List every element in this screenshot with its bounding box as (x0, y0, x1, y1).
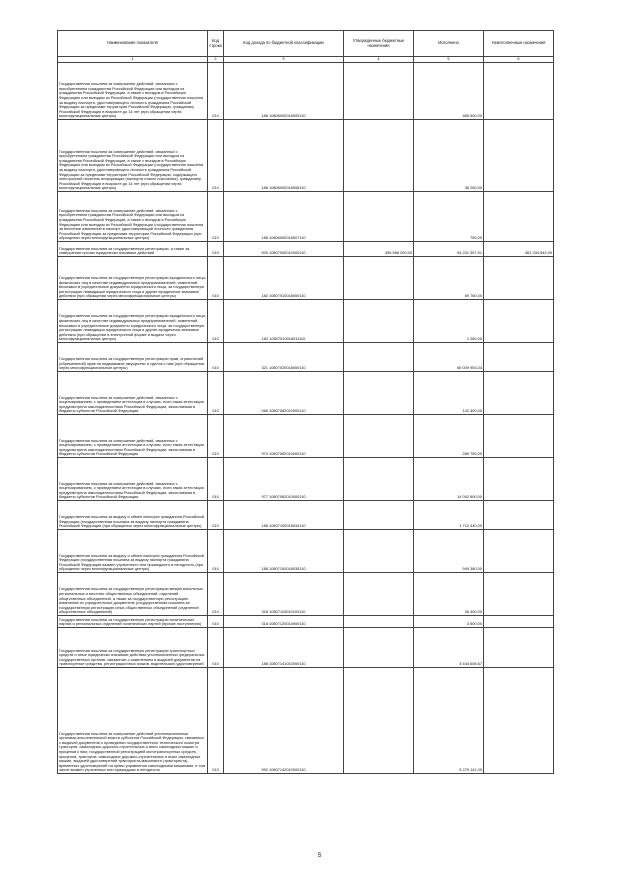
cell-unexecuted (484, 573, 554, 616)
cell-approved (344, 530, 414, 573)
budget-execution-table (57, 30, 554, 774)
cell-unexecuted (484, 120, 554, 192)
cell-code: 010 (208, 63, 224, 120)
table-row (58, 192, 554, 242)
cell-executed: 38 250,00 (414, 120, 484, 192)
table-row (58, 668, 554, 774)
cell-executed: 949 380,00 (414, 530, 484, 573)
header-kbk: Код дохода по бюджетной классификации (224, 31, 344, 57)
table-row (58, 242, 554, 257)
cell-code: 010 (208, 458, 224, 501)
cell-executed: 465 500,00 (414, 63, 484, 120)
table-row (58, 257, 554, 300)
cell-approved (344, 343, 414, 372)
cell-name: Государственная пошлина за государственную регистрацию политических партий и региональных отделений политических партий (прочие поступления) (58, 616, 208, 628)
cell-kbk: 188 10806000018005110 (224, 63, 344, 120)
cell-code: 010 (208, 343, 224, 372)
column-number: 5 (414, 57, 484, 63)
cell-kbk: 318 10807120014000110 (224, 616, 344, 628)
cell-approved (344, 300, 414, 343)
cell-kbk: 188 10806000018006110 (224, 120, 344, 192)
cell-executed: 750,00 (414, 192, 484, 242)
cell-approved (344, 501, 414, 530)
cell-executed: 1 280,00 (414, 300, 484, 343)
table-row (58, 458, 554, 501)
cell-unexecuted (484, 628, 554, 668)
cell-unexecuted (484, 415, 554, 458)
cell-unexecuted (484, 63, 554, 120)
cell-executed: 1 712 440,00 (414, 501, 484, 530)
cell-unexecuted (484, 530, 554, 573)
cell-name: Государственная пошлина за государственную регистрацию юридического лица, физических лиц в качестве индивидуальных предпринимателей, изменений, вносимых в учредительные документы юридического лица, за государственную регистрацию ликвидации юридического лица и другие юридически значимые действия (при обращении через многофункциональные центры) (58, 257, 208, 300)
header-unexecuted: Неисполненные назначения (484, 31, 554, 57)
cell-executed: 142 400,00 (414, 372, 484, 415)
table-row (58, 628, 554, 668)
cell-kbk: 188 10807141010000110 (224, 628, 344, 668)
cell-kbk: 182 10807010018000110 (224, 257, 344, 300)
cell-approved (344, 573, 414, 616)
cell-unexecuted (484, 300, 554, 343)
cell-kbk: 188 10807100018034110 (224, 501, 344, 530)
cell-approved (344, 628, 414, 668)
cell-unexecuted (484, 372, 554, 415)
cell-code: 010 (208, 628, 224, 668)
column-number: 2 (208, 57, 224, 63)
cell-executed: 4 634 608,67 (414, 628, 484, 668)
cell-name: Государственная пошлина за совершение действий, связанных с лицензированием, с проведением аттестации в случаях, если такая аттестация предусмотрена законодательством Российской Федерации, зачисляемая в бюджеты субъектов Российской Федерации (58, 372, 208, 415)
cell-kbk: 318 10807110010103110 (224, 573, 344, 616)
cell-name: Государственная пошлина за совершение действий, связанных с лицензированием, с проведением аттестации в случаях, если такая аттестация предусмотрена законодательством Российской Федерации, зачисляемая в бюджеты субъектов Российской Федерации (58, 415, 208, 458)
cell-approved (344, 192, 414, 242)
table-row (58, 63, 554, 120)
cell-approved (344, 458, 414, 501)
cell-name: Государственная пошлина за совершение действий, связанных с приобретением гражданства Российской Федерации или выходом из гражданства Российской Федерации, а также с въездом в Российскую Федерацию или выездом из Российской Федерации (государственная пошлина за выдачу паспорта, удостоверяющего личность гражданина Российской Федерации за пределами территории Российской Федерации, гражданину Российской Федерации в возрасте до 14 лет (при обращении через многофункциональные центры) (58, 63, 208, 120)
cell-kbk: 977 10807082010000110 (224, 458, 344, 501)
page-number: 5 (317, 853, 322, 859)
cell-kbk: 000 10807000010000110 (224, 242, 344, 257)
cell-name: Государственная пошлина за совершение действий, связанных с приобретением гражданства Российской Федерации или выходом из гражданства Российской Федерации, а также с въездом в Российскую Федерацию или выездом из Российской Федерации (государственная пошлина за выдачу паспорта, удостоверяющего личность гражданина Российской Федерации за пределами территории Российской Федерации, содержащего электронный носитель информации (паспорта нового поколения), гражданину Российской Федерации в возрасте до 14 лет (при обращении через многофункциональные центры) (58, 120, 208, 192)
cell-unexecuted (484, 343, 554, 372)
table-row (58, 120, 554, 192)
table-row (58, 343, 554, 372)
cell-unexecuted (484, 192, 554, 242)
cell-code: 010 (208, 668, 224, 774)
cell-code: 010 (208, 120, 224, 192)
cell-name: Государственная пошлина за выдачу и обмен паспорта гражданина Российской Федерации (государственная пошлина за выдачу паспорта гражданина Российской Федерации (при обращении через многофункциональные центры) (58, 501, 208, 530)
cell-name: Государственная пошлина за совершение действий, связанных с приобретением гражданства Российской Федерации или выходом из гражданства Российской Федерации, а также с въездом в Российскую Федерацию или выездом из Российской Федерации (государственная пошлина за внесение изменений в паспорт, удостоверяющий личность гражданина Российской Федерации за пределами территории Российской Федерации (при обращении через многофункциональные центры) (58, 192, 208, 242)
cell-unexecuted (484, 501, 554, 530)
cell-name: Государственная пошлина за государственную регистрацию, а также за совершение прочих юридически значимых действий (58, 242, 208, 257)
cell-code: 010 (208, 192, 224, 242)
table-row (58, 530, 554, 573)
column-number: 3 (224, 57, 344, 63)
cell-name: Государственная пошлина за государственную регистрацию межрегиональных, региональных и местных общественных объединений, отделений общественных объединений, а также за государственную регистрацию изменений их учредительных документов (государственная пошлина за государственную регистрацию иных общественных объединений (отделений общественных объединений) (58, 573, 208, 616)
column-number: 4 (344, 57, 414, 63)
cell-code: 010 (208, 501, 224, 530)
table-row (58, 372, 554, 415)
cell-unexecuted (484, 668, 554, 774)
header-code: Код строки (208, 31, 224, 57)
cell-kbk: 992 10807142010000110 (224, 668, 344, 774)
header-name: Наименование показателя (58, 31, 208, 57)
table-row (58, 573, 554, 616)
cell-executed: 69 760,00 (414, 257, 484, 300)
cell-approved (344, 616, 414, 628)
cell-kbk: 182 10807010018011110 (224, 300, 344, 343)
cell-executed: 65 009 953,04 (414, 343, 484, 372)
cell-approved (344, 257, 414, 300)
cell-executed: 285 750,00 (414, 415, 484, 458)
cell-code: 010 (208, 573, 224, 616)
cell-approved (344, 415, 414, 458)
cell-approved: 455 566 200,00 (344, 242, 414, 257)
cell-approved (344, 63, 414, 120)
cell-name: Государственная пошлина за совершение действий уполномоченными органами исполнительной власти субъектов Российской Федерации, связанных с выдачей документов о проведении государственного технического осмотра тракторов, самоходных дорожно-строительных и иных самоходных машин и прицепов к ним, государственной регистрацией мототранспортных средств, прицепов, тракторов, самоходных дорожно-строительных и иных самоходных машин, выдачей удостоверений тракториста-машиниста (тракториста), временных удостоверений на право управления самоходными машинами, в том числе взамен утраченных или пришедших в негодность (58, 668, 208, 774)
cell-name: Государственная пошлина за государственную регистрацию юридического лица, физических лиц в качестве индивидуальных предпринимателей, изменений, вносимых в учредительные документы юридического лица, за государственную регистрацию ликвидации юридического лица и другие юридически значимые действия (при обращении в электронной форме и выдаче через многофункциональные центры) (58, 300, 208, 343)
header-approved: Утвержденные бюджетные назначения (344, 31, 414, 57)
cell-kbk: 321 10807020018000110 (224, 343, 344, 372)
cell-kbk: 188 10806000018007110 (224, 192, 344, 242)
cell-kbk: 066 10807082010000110 (224, 372, 344, 415)
cell-executed: 94 231 357,91 (414, 242, 484, 257)
cell-name: Государственная пошлина за государственную регистрацию прав, ограничений (обременений) прав на недвижимое имущество и сделок с ним (при обращении через многофункциональные центры) (58, 343, 208, 372)
cell-unexecuted (484, 616, 554, 628)
header-executed: Исполнено (414, 31, 484, 57)
cell-executed: 5 279 141,00 (414, 668, 484, 774)
cell-approved (344, 372, 414, 415)
cell-approved (344, 120, 414, 192)
cell-code: 010 (208, 257, 224, 300)
table-row (58, 415, 554, 458)
table-header-row (58, 31, 554, 57)
cell-unexecuted (484, 257, 554, 300)
table-row (58, 300, 554, 343)
column-number: 6 (484, 57, 554, 63)
cell-unexecuted (484, 458, 554, 501)
cell-code: 010 (208, 300, 224, 343)
cell-name: Государственная пошлина за государственную регистрацию транспортных средств и иные юридически значимые действия уполномоченных федеральных государственных органов, связанные с изменением и выдачей документов на транспортные средства, регистрационных знаков, водительских удостоверений (58, 628, 208, 668)
cell-kbk: 974 10807082010000110 (224, 415, 344, 458)
cell-executed: 14 092 600,00 (414, 458, 484, 501)
cell-name: Государственная пошлина за совершение действий, связанных с лицензированием, с проведением аттестации в случаях, если такая аттестация предусмотрена законодательством Российской Федерации, зачисляемая в бюджеты субъектов Российской Федерации (58, 458, 208, 501)
cell-code: 010 (208, 530, 224, 573)
cell-code: 010 (208, 372, 224, 415)
column-number: 1 (58, 57, 208, 63)
cell-kbk: 188 10807100018035110 (224, 530, 344, 573)
cell-approved (344, 668, 414, 774)
cell-name: Государственная пошлина за выдачу и обмен паспорта гражданина Российской Федерации (государственная пошлина за выдачу паспорта гражданина Российской Федерации взамен утраченного или пришедшего в негодность (при обращении через многофункциональные центры) (58, 530, 208, 573)
table-row (58, 616, 554, 628)
cell-code: 010 (208, 616, 224, 628)
cell-code: 010 (208, 242, 224, 257)
table-row (58, 501, 554, 530)
cell-code: 010 (208, 415, 224, 458)
cell-unexecuted: 361 334 842,09 (484, 242, 554, 257)
cell-executed: 26 400,00 (414, 573, 484, 616)
cell-executed: 3 500,00 (414, 616, 484, 628)
